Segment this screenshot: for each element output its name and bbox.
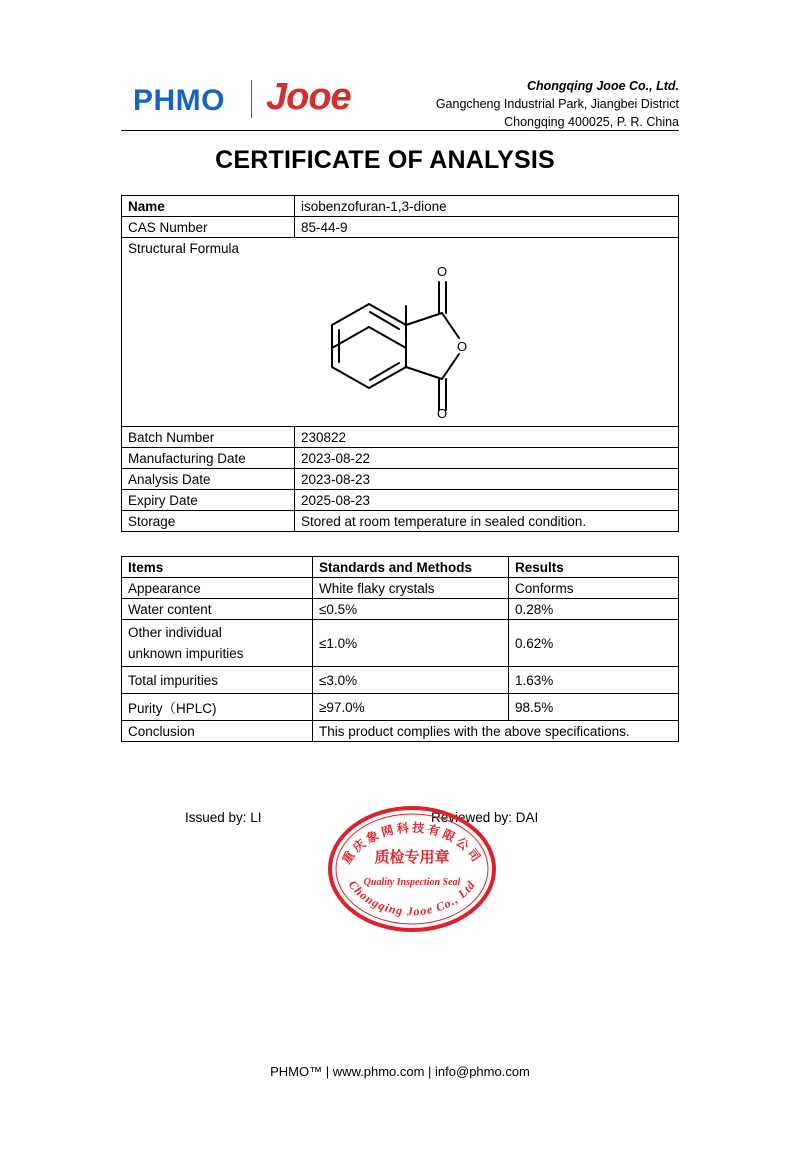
table-row [122,448,679,469]
quality-inspection-seal [327,805,497,933]
structural-formula-row [122,238,679,427]
table-row [122,578,679,599]
phmo-logo: PHMO [133,84,225,117]
cas-label: CAS Number [122,217,295,238]
cas-value: 85-44-9 [295,217,679,238]
table-row [122,620,679,667]
item-cell: Water content [122,599,313,620]
header-results: Results [509,557,679,578]
standard-cell: White flaky crystals [313,578,509,599]
company-name: Chongqing Jooe Co., Ltd. [526,79,679,93]
storage-label: Storage [122,511,295,532]
svg-text:质检专用章: 质检专用章 [374,848,450,866]
result-cell: 1.63% [509,667,679,694]
table-row [122,217,679,238]
result-cell: Conforms [509,578,679,599]
table-row [122,469,679,490]
expiry-date-label: Expiry Date [122,490,295,511]
jooe-logo: Jooe [266,76,351,118]
standard-cell: ≤1.0% [313,620,509,667]
table-header-row [122,557,679,578]
document-title: CERTIFICATE OF ANALYSIS [215,146,555,174]
storage-value: Stored at room temperature in sealed condition. [295,511,679,532]
conclusion-value: This product complies with the above specifications. [313,721,679,742]
analysis-date-value: 2023-08-23 [295,469,679,490]
footer-contact: PHMO™ | www.phmo.com | info@phmo.com [270,1064,530,1079]
table-row [122,427,679,448]
logo-divider [251,80,252,118]
address-line-1: Gangcheng Industrial Park, Jiangbei District [435,97,679,111]
phthalic-anhydride-structure [322,258,502,418]
conclusion-row [122,721,679,742]
reviewed-by: Reviewed by: DAI [431,810,539,825]
analysis-date-label: Analysis Date [122,469,295,490]
address-line-2: Chongqing 400025, P. R. China [504,115,679,129]
batch-label: Batch Number [122,427,295,448]
item-line-1: Other individual [128,625,222,640]
table-row [122,196,679,217]
table-row [122,599,679,620]
expiry-date-value: 2025-08-23 [295,490,679,511]
table-row [122,667,679,694]
standard-cell: ≤0.5% [313,599,509,620]
item-line-2: unknown impurities [128,646,244,661]
oxygen-bottom: O [437,406,448,418]
structural-formula-label: Structural Formula [128,241,240,256]
oxygen-top: O [437,264,448,279]
standard-cell: ≥97.0% [313,694,509,721]
header-items: Items [122,557,313,578]
name-value: isobenzofuran-1,3-dione [295,196,679,217]
issued-by: Issued by: LI [185,810,262,825]
svg-text:Quality Inspection Seal: Quality Inspection Seal [363,877,461,888]
standard-cell: ≤3.0% [313,667,509,694]
structural-formula-cell [122,238,679,427]
item-cell [122,620,313,667]
item-cell: Appearance [122,578,313,599]
result-cell: 0.62% [509,620,679,667]
header-standards: Standards and Methods [313,557,509,578]
table-row [122,490,679,511]
item-cell: Purity（HPLC) [122,694,313,721]
product-info-table [121,195,679,532]
batch-value: 230822 [295,427,679,448]
header-divider [121,130,679,131]
mfg-date-value: 2023-08-22 [295,448,679,469]
item-cell: Total impurities [122,667,313,694]
conclusion-label: Conclusion [122,721,313,742]
mfg-date-label: Manufacturing Date [122,448,295,469]
svg-text:Chongqing Jooe Co., Ltd: Chongqing Jooe Co., Ltd [345,877,479,919]
result-cell: 98.5% [509,694,679,721]
oxygen-ring: O [457,339,468,354]
name-label: Name [122,196,295,217]
company-address-block [436,77,679,131]
analysis-results-table [121,556,679,742]
table-row [122,511,679,532]
table-row [122,694,679,721]
result-cell: 0.28% [509,599,679,620]
svg-text:重庆象网科技有限公司: 重庆象网科技有限公司 [339,820,485,867]
